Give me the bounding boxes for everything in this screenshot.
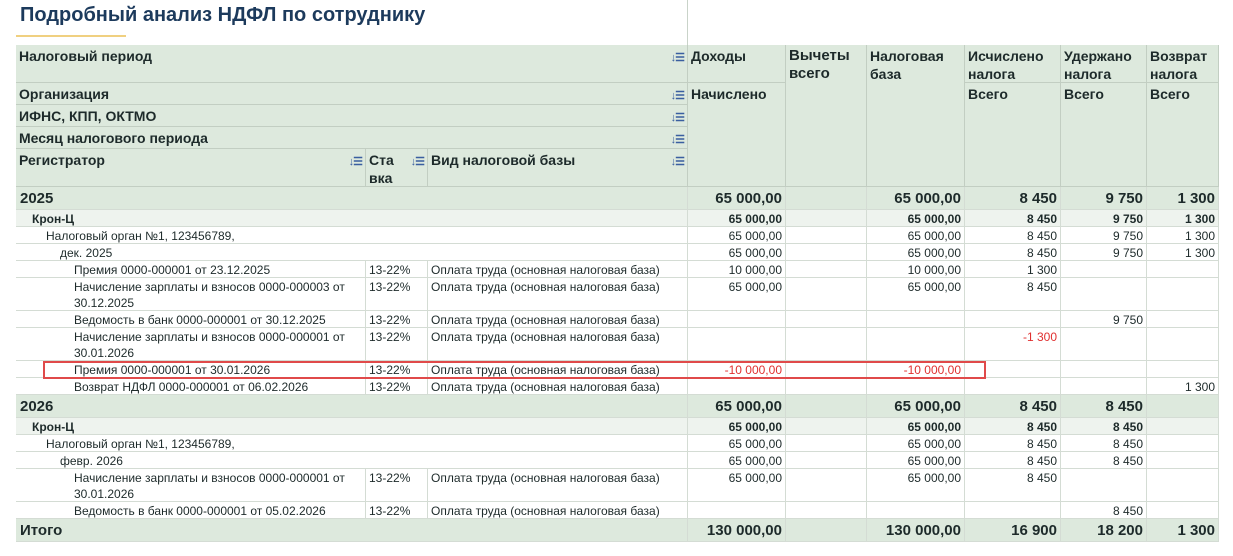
- ref-cell: [1147, 328, 1219, 360]
- table-row[interactable]: [16, 210, 1219, 227]
- ded-cell: [786, 502, 867, 518]
- with-cell: 9 750: [1061, 210, 1147, 226]
- income-cell: 65 000,00: [688, 418, 786, 434]
- ded-cell: [786, 418, 867, 434]
- highlight-frame: [43, 361, 986, 379]
- income-cell: [688, 328, 786, 360]
- ref-cell: 1 300: [1147, 210, 1219, 226]
- header-tax-period[interactable]: Налоговый период ↓☰: [16, 45, 688, 83]
- sort-down-icon[interactable]: ↓☰: [670, 90, 684, 102]
- ded-cell: [786, 452, 867, 468]
- base-cell: 65 000,00: [867, 244, 965, 260]
- base-cell: -10 000,00: [867, 361, 965, 377]
- header-withheld-total[interactable]: Всего: [1061, 83, 1147, 187]
- row-name: Ведомость в банк 0000-000001 от 30.12.2025: [16, 311, 366, 327]
- sort-down-icon[interactable]: ↓☰: [410, 156, 424, 168]
- base-type-cell: Оплата труда (основная налоговая база): [428, 311, 688, 327]
- header-withheld[interactable]: Удержано налога: [1061, 45, 1147, 83]
- base-cell: 65 000,00: [867, 435, 965, 451]
- table-row[interactable]: [16, 378, 1219, 395]
- header-registrator[interactable]: Регистратор ↓☰: [16, 149, 366, 187]
- report-title: Подробный анализ НДФЛ по сотруднику: [20, 4, 426, 26]
- with-cell: 8 450: [1061, 395, 1147, 417]
- with-cell: 8 450: [1061, 502, 1147, 518]
- header-month[interactable]: Месяц налогового периода ↓☰: [16, 127, 688, 149]
- row-name: Крон-Ц: [32, 212, 74, 226]
- header-rate[interactable]: Ста вка ↓☰: [366, 149, 428, 187]
- ref-cell: 1 300: [1147, 227, 1219, 243]
- income-cell: -10 000,00: [688, 361, 786, 377]
- income-cell: 10 000,00: [688, 261, 786, 277]
- with-cell: [1061, 278, 1147, 310]
- income-cell: 65 000,00: [688, 395, 786, 417]
- income-cell: 65 000,00: [688, 469, 786, 501]
- ref-cell: [1147, 435, 1219, 451]
- base-cell: 65 000,00: [867, 278, 965, 310]
- ded-cell: [786, 278, 867, 310]
- table-row[interactable]: [16, 244, 1219, 261]
- ref-cell: [1147, 361, 1219, 377]
- base-cell: 65 000,00: [867, 395, 965, 417]
- ref-cell: 1 300: [1147, 519, 1219, 541]
- table-row[interactable]: [16, 278, 1219, 311]
- ded-cell: [786, 227, 867, 243]
- calc-cell: 8 450: [965, 469, 1061, 501]
- base-cell: [867, 502, 965, 518]
- base-cell: [867, 311, 965, 327]
- base-cell: 65 000,00: [867, 452, 965, 468]
- base-cell: 65 000,00: [867, 187, 965, 209]
- header-deductions[interactable]: Вычеты всего: [786, 45, 867, 187]
- base-type-cell: Оплата труда (основная налоговая база): [428, 469, 688, 501]
- ded-cell: [786, 261, 867, 277]
- base-cell: 65 000,00: [867, 227, 965, 243]
- base-cell: 130 000,00: [867, 519, 965, 541]
- base-type-cell: Оплата труда (основная налоговая база): [428, 502, 688, 518]
- calc-cell: [965, 502, 1061, 518]
- row-name: 2026: [20, 398, 54, 415]
- table-row[interactable]: [16, 311, 1219, 328]
- table-row[interactable]: [16, 328, 1219, 361]
- income-cell: 65 000,00: [688, 210, 786, 226]
- row-name: февр. 2026: [60, 454, 123, 468]
- income-cell: [688, 502, 786, 518]
- table-row[interactable]: [16, 418, 1219, 435]
- ded-cell: [786, 519, 867, 541]
- header-refund-total[interactable]: Всего: [1147, 83, 1219, 187]
- calc-cell: 16 900: [965, 519, 1061, 541]
- rate-cell: 13-22%: [366, 378, 428, 394]
- rate-cell: 13-22%: [366, 328, 428, 360]
- ref-cell: [1147, 418, 1219, 434]
- base-type-cell: Оплата труда (основная налоговая база): [428, 278, 688, 310]
- base-type-cell: Оплата труда (основная налоговая база): [428, 261, 688, 277]
- rate-cell: 13-22%: [366, 502, 428, 518]
- base-cell: [867, 378, 965, 394]
- calc-cell: 8 450: [965, 227, 1061, 243]
- header-income-accrued[interactable]: Начислено: [688, 83, 786, 187]
- rate-cell: 13-22%: [366, 311, 428, 327]
- ded-cell: [786, 395, 867, 417]
- header-base-type[interactable]: Вид налоговой базы ↓☰: [428, 149, 688, 187]
- header-ifns[interactable]: ИФНС, КПП, ОКТМО ↓☰: [16, 105, 688, 127]
- ref-cell: 1 300: [1147, 378, 1219, 394]
- header-calculated-total[interactable]: Всего: [965, 83, 1061, 187]
- ref-cell: [1147, 469, 1219, 501]
- calc-cell: [965, 378, 1061, 394]
- base-cell: 65 000,00: [867, 469, 965, 501]
- ref-cell: 1 300: [1147, 187, 1219, 209]
- base-cell: [867, 328, 965, 360]
- header-tax-base[interactable]: Налоговая база: [867, 45, 965, 187]
- ded-cell: [786, 328, 867, 360]
- calc-cell: 1 300: [965, 261, 1061, 277]
- calc-cell: 8 450: [965, 244, 1061, 260]
- table-row[interactable]: [16, 261, 1219, 278]
- with-cell: 8 450: [1061, 435, 1147, 451]
- calc-cell: 8 450: [965, 435, 1061, 451]
- header-income[interactable]: Доходы: [688, 45, 786, 83]
- table-row[interactable]: [16, 452, 1219, 469]
- income-cell: 65 000,00: [688, 244, 786, 260]
- row-name: Начисление зарплаты и взносов 0000-000001 от 30.01.2026: [16, 328, 366, 360]
- income-cell: 65 000,00: [688, 187, 786, 209]
- with-cell: 8 450: [1061, 452, 1147, 468]
- ded-cell: [786, 187, 867, 209]
- calc-cell: 8 450: [965, 395, 1061, 417]
- row-name: Начисление зарплаты и взносов 0000-000001 от 30.01.2026: [16, 469, 366, 501]
- sort-down-icon[interactable]: ↓☰: [670, 156, 684, 168]
- with-cell: [1061, 361, 1147, 377]
- base-type-cell: Оплата труда (основная налоговая база): [428, 378, 688, 394]
- sort-down-icon[interactable]: ↓☰: [670, 112, 684, 124]
- table-row[interactable]: [16, 227, 1219, 244]
- ded-cell: [786, 311, 867, 327]
- ded-cell: [786, 378, 867, 394]
- row-name: Итого: [20, 522, 63, 539]
- sort-down-icon[interactable]: ↓☰: [670, 134, 684, 146]
- income-cell: 130 000,00: [688, 519, 786, 541]
- with-cell: 9 750: [1061, 311, 1147, 327]
- base-cell: 65 000,00: [867, 418, 965, 434]
- row-name: Возврат НДФЛ 0000-000001 от 06.02.2026: [16, 378, 366, 394]
- row-name: Премия 0000-000001 от 23.12.2025: [16, 261, 366, 277]
- income-cell: [688, 378, 786, 394]
- ded-cell: [786, 210, 867, 226]
- table-row[interactable]: [16, 187, 1219, 210]
- rate-cell: 13-22%: [366, 261, 428, 277]
- with-cell: [1061, 469, 1147, 501]
- calc-cell: 8 450: [965, 452, 1061, 468]
- row-name: Налоговый орган №1, 123456789,: [46, 437, 235, 451]
- row-name: Начисление зарплаты и взносов 0000-000003 от 30.12.2025: [16, 278, 366, 310]
- header-calculated[interactable]: Исчислено налога: [965, 45, 1061, 83]
- calc-cell: [965, 311, 1061, 327]
- row-name: Ведомость в банк 0000-000001 от 05.02.2026: [16, 502, 366, 518]
- rate-cell: 13-22%: [366, 361, 428, 377]
- with-cell: 8 450: [1061, 418, 1147, 434]
- income-cell: 65 000,00: [688, 227, 786, 243]
- ref-cell: [1147, 502, 1219, 518]
- divider: [687, 0, 688, 45]
- header-refund[interactable]: Возврат налога: [1147, 45, 1219, 83]
- ded-cell: [786, 244, 867, 260]
- with-cell: 9 750: [1061, 227, 1147, 243]
- row-name: дек. 2025: [60, 246, 113, 260]
- rate-cell: 13-22%: [366, 469, 428, 501]
- sort-down-icon[interactable]: ↓☰: [670, 52, 684, 64]
- table-row[interactable]: [16, 502, 1219, 519]
- title-underline: [16, 35, 126, 37]
- calc-cell: 8 450: [965, 418, 1061, 434]
- base-cell: 10 000,00: [867, 261, 965, 277]
- base-cell: 65 000,00: [867, 210, 965, 226]
- calc-cell: -1 300: [965, 328, 1061, 360]
- base-type-cell: Оплата труда (основная налоговая база): [428, 328, 688, 360]
- income-cell: 65 000,00: [688, 452, 786, 468]
- calc-cell: 8 450: [965, 278, 1061, 310]
- table-row[interactable]: [16, 435, 1219, 452]
- with-cell: 9 750: [1061, 244, 1147, 260]
- header-organization[interactable]: Организация ↓☰: [16, 83, 688, 105]
- sort-down-icon[interactable]: ↓☰: [348, 156, 362, 168]
- calc-cell: 8 450: [965, 210, 1061, 226]
- row-name: Налоговый орган №1, 123456789,: [46, 229, 235, 243]
- table-row[interactable]: [16, 469, 1219, 502]
- ref-cell: [1147, 278, 1219, 310]
- total-row[interactable]: [16, 519, 1219, 542]
- rate-cell: 13-22%: [366, 278, 428, 310]
- ref-cell: [1147, 261, 1219, 277]
- row-name: 2025: [20, 190, 54, 207]
- table-row[interactable]: [16, 395, 1219, 418]
- ref-cell: [1147, 311, 1219, 327]
- row-name: Крон-Ц: [32, 420, 74, 434]
- ded-cell: [786, 435, 867, 451]
- income-cell: [688, 311, 786, 327]
- with-cell: [1061, 378, 1147, 394]
- with-cell: 18 200: [1061, 519, 1147, 541]
- ref-cell: [1147, 452, 1219, 468]
- ref-cell: [1147, 395, 1219, 417]
- calc-cell: 8 450: [965, 187, 1061, 209]
- with-cell: [1061, 328, 1147, 360]
- ref-cell: 1 300: [1147, 244, 1219, 260]
- income-cell: 65 000,00: [688, 435, 786, 451]
- with-cell: 9 750: [1061, 187, 1147, 209]
- ded-cell: [786, 469, 867, 501]
- row-name: Премия 0000-000001 от 30.01.2026: [16, 361, 366, 377]
- with-cell: [1061, 261, 1147, 277]
- income-cell: 65 000,00: [688, 278, 786, 310]
- base-type-cell: Оплата труда (основная налоговая база): [428, 361, 688, 377]
